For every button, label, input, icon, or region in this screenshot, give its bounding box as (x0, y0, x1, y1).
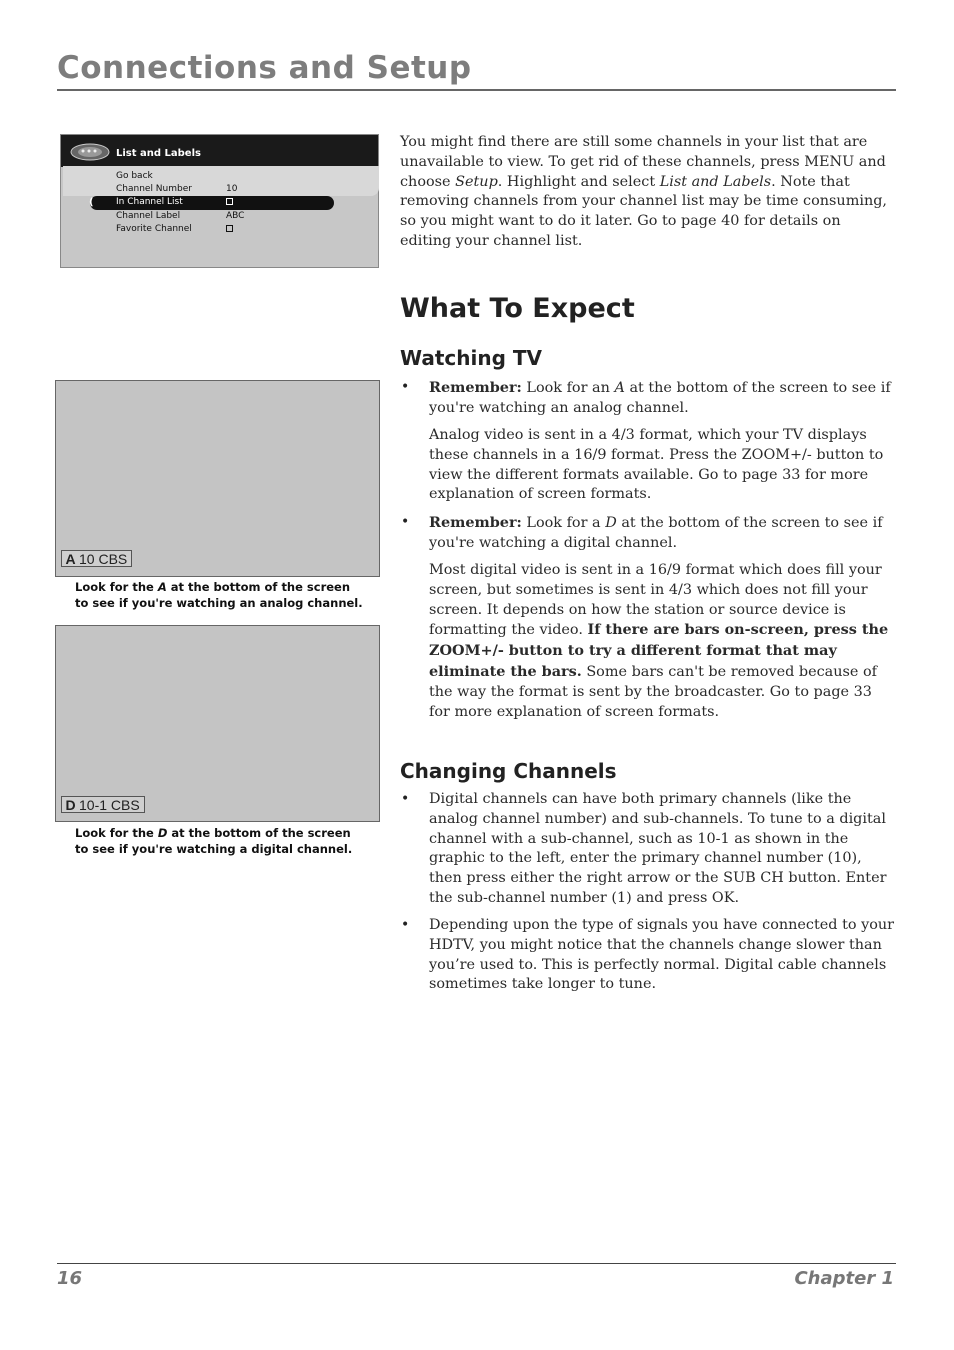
bullet-icon: • (401, 791, 410, 807)
selection-marker-icon: ( (89, 197, 94, 208)
digital-format-paragraph: Most digital video is sent in a 16/9 format which does fill your screen, but sometimes is sent in 4/3 which does not fill your screen. It depends on how the station or source device is formatting the video. If there are bars on-screen, press the ZOOM+/- button to try a different format that may eliminate the bars. Some bars can't be removed because of the way the format is sent by the broadcaster. Go to page 33 for more explanation of screen formats. (429, 562, 889, 720)
menu-item-in-channel-list[interactable]: In Channel List (116, 197, 183, 207)
favorite-channel-checkbox[interactable] (226, 223, 233, 236)
section-title: What To Expect (400, 293, 635, 324)
digital-caption: Look for the D at the bottom of the screen to see if you're watching a digital channel. (75, 826, 353, 856)
digital-channel-banner: D 10-1 CBS (61, 796, 145, 813)
menu-item-go-back[interactable]: Go back (116, 171, 153, 181)
bullet-icon: • (401, 917, 410, 933)
list-and-labels-menu-image (60, 134, 379, 268)
page-header-title: Connections and Setup (57, 50, 472, 86)
menu-item-favorite-channel[interactable]: Favorite Channel (116, 224, 192, 234)
menu-title: List and Labels (116, 148, 201, 159)
analog-channel-banner: A 10 CBS (61, 550, 132, 567)
watching-tv-heading: Watching TV (400, 346, 542, 370)
footer-rule (57, 1263, 896, 1264)
in-channel-list-checkbox[interactable] (226, 196, 233, 209)
remote-icon (69, 141, 111, 163)
analog-caption: Look for the A at the bottom of the screen to see if you're watching an analog channel. (75, 580, 363, 610)
channel-number-value: 10 (226, 184, 238, 194)
page-number: 16 (57, 1268, 83, 1289)
changing-channels-heading: Changing Channels (400, 759, 617, 783)
bullet-icon: • (401, 514, 410, 530)
bullet-icon: • (401, 379, 410, 395)
analog-tv-screen (55, 380, 380, 577)
menu-item-channel-number[interactable]: Channel Number (116, 184, 192, 194)
header-rule (57, 89, 896, 91)
channel-label-value: ABC (226, 211, 245, 221)
menu-item-channel-label[interactable]: Channel Label (116, 211, 181, 221)
analog-format-paragraph: Analog video is sent in a 4/3 format, which your TV displays these channels in a 16/9 format. Press the ZOOM+/- button to view the different formats available. Go to page 33 for more explanation of screen formats. (429, 427, 884, 503)
watching-bullet-2: Remember: Look for a D at the bottom of the screen to see if you're watching a digital channel. (429, 514, 883, 551)
chapter-label: Chapter 1 (794, 1268, 894, 1289)
menu-panel (63, 166, 379, 196)
changing-bullet-1: Digital channels can have both primary channels (like the analog channel number) and sub-channels. To tune to a digital channel with a sub-channel, such as 10-1 as shown in the graphic to the left, enter the primary channel number (10), then press either the right arrow or the SUB CH button. Enter the sub-channel number (1) and press OK. (429, 791, 887, 906)
changing-bullet-2: Depending upon the type of signals you have connected to your HDTV, you might notice that the channels change slower than you’re used to. This is perfectly normal. Digital cable channels sometimes take longer to tune. (429, 917, 895, 993)
watching-bullet-1: Remember: Look for an A at the bottom of the screen to see if you're watching an analog channel. (429, 379, 891, 416)
intro-paragraph: You might find there are still some channels in your list that are unavailable to view. To get rid of these channels, press MENU and choose Setup. Highlight and select List and Labels. Note that removing channels from your channel list may be time consuming, so you might want to do it later. Go to page 40 for details on editing your channel list. (400, 134, 888, 249)
digital-tv-screen (55, 625, 380, 822)
